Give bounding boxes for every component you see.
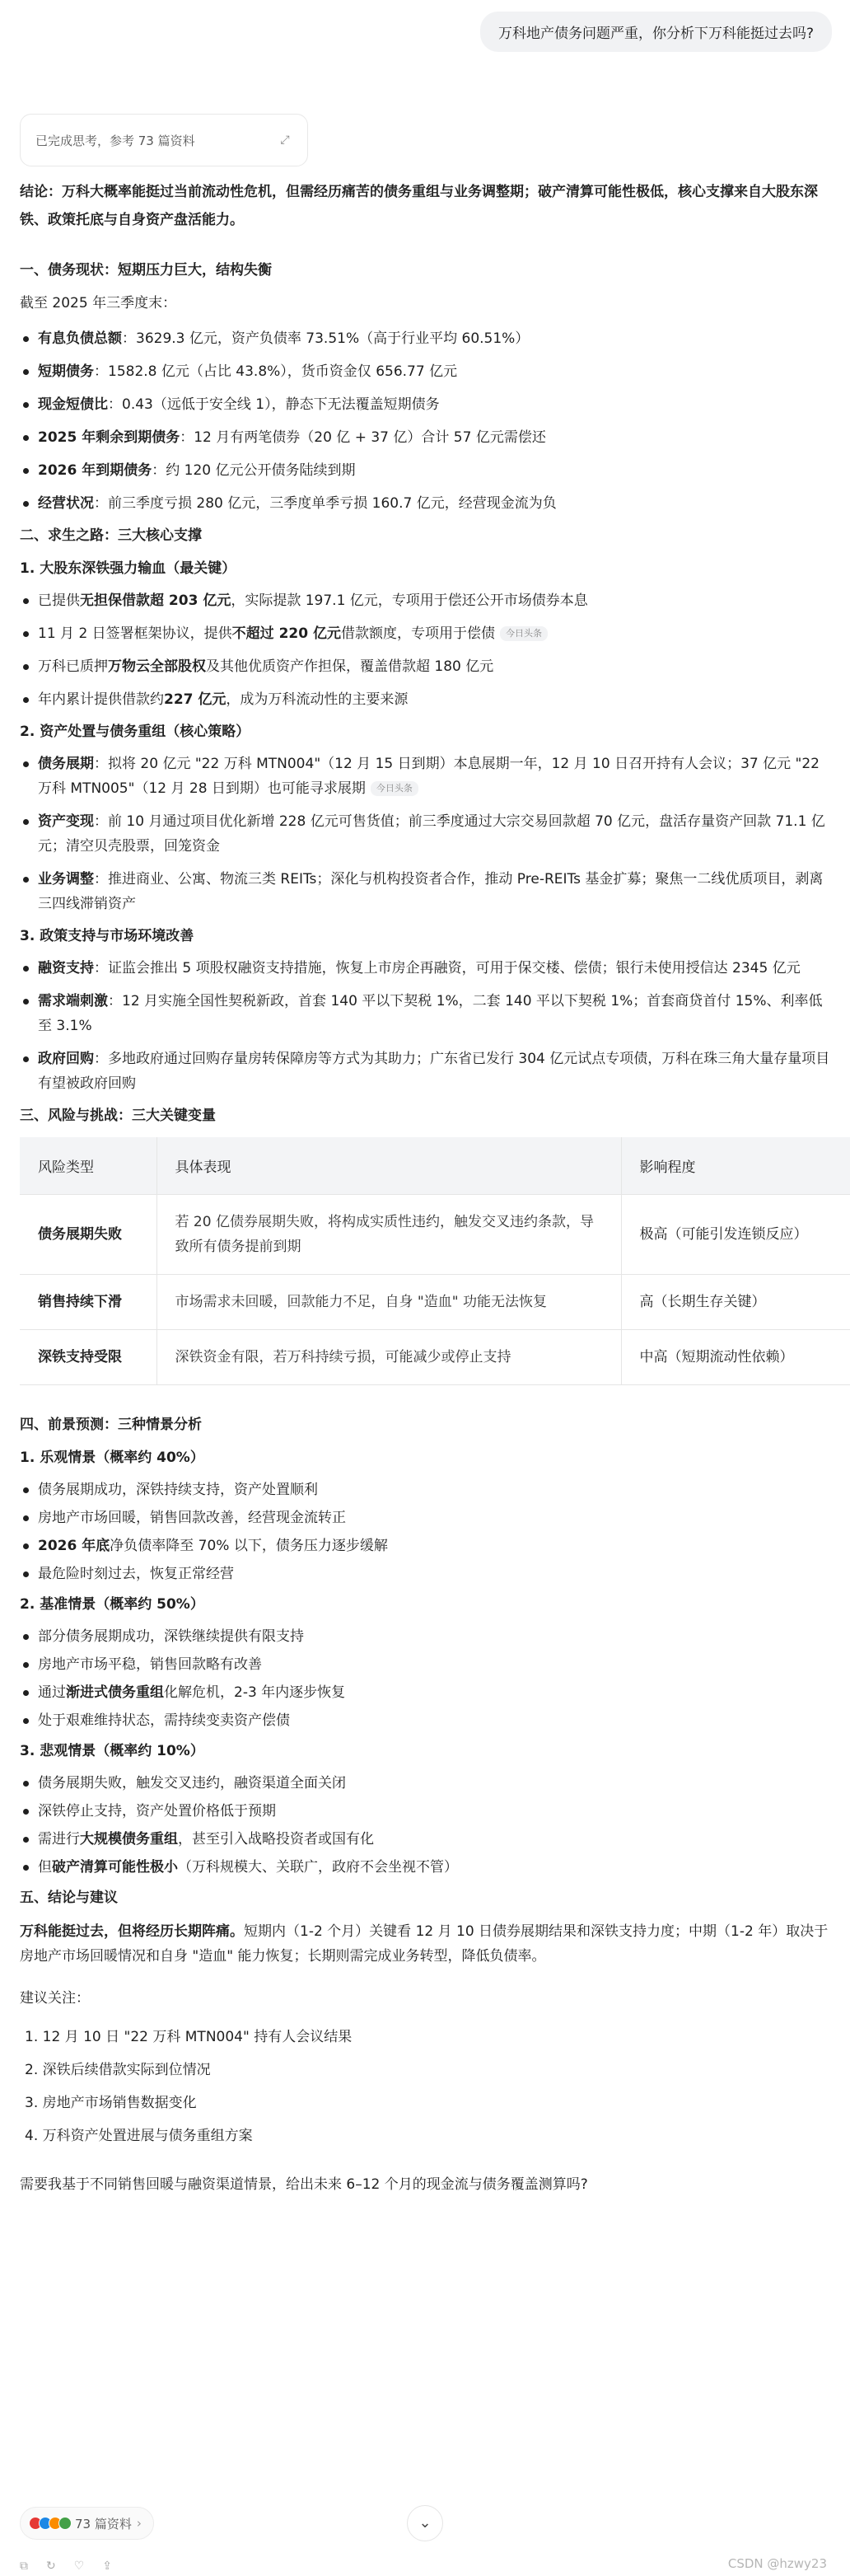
watermark: CSDN @hzwy23 <box>727 2556 827 2571</box>
user-message-bubble: 万科地产债务问题严重，你分析下万科能挺过去吗? <box>480 12 832 52</box>
references-label: 73 篇资料 <box>75 2516 132 2532</box>
list-item: 需进行大规模债务重组，甚至引入战略投资者或国有化 <box>20 1827 830 1852</box>
risk-type: 销售持续下滑 <box>20 1275 156 1330</box>
final-summary: 万科能挺过去，但将经历长期阵痛。短期内（1-2 个月）关键看 12 月 10 日债券展期结果和深铁支持力度；中期（1-2 年）取决于房地产市场回暖情况和自身 "造血" 能力恢复；长期则需完成业务转型，降低负债率。 <box>20 1923 829 1965</box>
list-item: 经营状况：前三季度亏损 280 亿元，三季度单季亏损 160.7 亿元，经营现金流为负 <box>20 491 830 516</box>
table-row <box>20 1195 850 1275</box>
section-1-title: 一、债务现状：短期压力巨大，结构失衡 <box>20 262 272 279</box>
risk-type: 债务展期失败 <box>20 1195 156 1275</box>
list-item: 房地产市场平稳，销售回款略有改善 <box>20 1652 830 1677</box>
risk-impact: 高（长期生存关键） <box>621 1275 850 1330</box>
like-icon[interactable]: ♡ <box>73 2560 85 2573</box>
list-item: 债务展期成功，深铁持续支持，资产处置顺利 <box>20 1478 830 1502</box>
list-item: 房地产市场回暖，销售回款改善，经营现金流转正 <box>20 1506 830 1530</box>
list-item: 2026 年到期债务：约 120 亿元公开债务陆续到期 <box>20 458 830 483</box>
list-item: 处于艰难维持状态，需持续变卖资产偿债 <box>20 1708 830 1733</box>
table-row <box>20 1330 850 1385</box>
section-4-title: 四、前景预测：三种情景分析 <box>20 1417 202 1433</box>
scenario-optimistic-title: 1. 乐观情景（概率约 40%） <box>20 1450 204 1466</box>
section-2-title: 二、求生之路：三大核心支撑 <box>20 527 202 544</box>
source-logos-icon <box>29 2517 68 2530</box>
risk-impact: 中高（短期流动性依赖） <box>621 1330 850 1385</box>
followup-question: 需要我基于不同销售回暖与融资渠道情景，给出未来 6–12 个月的现金流与债务覆盖测算吗? <box>20 2176 588 2193</box>
message-toolbar <box>20 2560 112 2573</box>
chevron-right-icon: › <box>136 2516 142 2531</box>
share-icon[interactable]: ⇪ <box>102 2560 113 2573</box>
list-item: 3. 房地产市场销售数据变化 <box>25 2095 197 2111</box>
list-item: 1. 12 月 10 日 "22 万科 MTN004" 持有人会议结果 <box>25 2029 353 2045</box>
list-item: 2025 年剩余到期债务：12 月有两笔债券（20 亿 + 37 亿）合计 57 亿元需偿还 <box>20 425 830 450</box>
list-item: 11 月 2 日签署框架协议，提供不超过 220 亿元借款额度，专项用于偿债 今日头条 <box>20 621 830 646</box>
list-item: 年内累计提供借款约227 亿元，成为万科流动性的主要来源 <box>20 687 830 712</box>
risk-desc: 若 20 亿债券展期失败，将构成实质性违约，触发交叉违约条款，导致所有债务提前到期 <box>156 1195 621 1275</box>
list-item: 深铁停止支持，资产处置价格低于预期 <box>20 1799 830 1824</box>
conclusion-lead: 结论：万科大概率能挺过当前流动性危机，但需经历痛苦的债务重组与业务调整期；破产清算可能性极低，核心支撑来自大股东深铁、政策托底与自身资产盘活能力。 <box>20 184 818 228</box>
list-item: 短期债务：1582.8 亿元（占比 43.8%），货币资金仅 656.77 亿元 <box>20 359 830 384</box>
policy-support-list <box>20 956 830 1096</box>
list-item: 万科已质押万物云全部股权及其他优质资产作担保，覆盖借款超 180 亿元 <box>20 654 830 679</box>
list-item: 债务展期失败，触发交叉违约，融资渠道全面关闭 <box>20 1771 830 1796</box>
expand-icon[interactable]: ⤢ <box>280 133 290 147</box>
subsection-2-3-title: 3. 政策支持与市场环境改善 <box>20 928 194 944</box>
risk-table <box>20 1137 850 1385</box>
table-row <box>20 1275 850 1330</box>
list-item: 业务调整：推进商业、公寓、物流三类 REITs；深化与机构投资者合作，推动 Pre-REITs 基金扩募；聚焦一二线优质项目，剥离三四线滞销资产 <box>20 867 830 916</box>
refresh-icon[interactable]: ↻ <box>46 2560 56 2573</box>
chevron-down-icon: ⌄ <box>418 2514 432 2532</box>
table-header: 影响程度 <box>621 1137 850 1195</box>
risk-impact: 极高（可能引发连锁反应） <box>621 1195 850 1275</box>
risk-desc: 深铁资金有限，若万科持续亏损，可能减少或停止支持 <box>156 1330 621 1385</box>
list-item: 债务展期：拟将 20 亿元 "22 万科 MTN004"（12 月 15 日到期）本息展期一年，12 月 10 日召开持有人会议；37 亿元 "22 万科 MTN005"（12 月 28 日到期）也可能寻求展期 今日头条 <box>20 752 830 801</box>
references-button[interactable] <box>20 2507 154 2540</box>
thinking-label: 已完成思考，参考 73 篇资料 <box>35 133 195 148</box>
list-item: 4. 万科资产处置进展与债务重组方案 <box>25 2128 253 2144</box>
risk-desc: 市场需求未回暖，回款能力不足，自身 "造血" 功能无法恢复 <box>156 1275 621 1330</box>
list-item: 通过渐进式债务重组化解危机，2-3 年内逐步恢复 <box>20 1680 830 1705</box>
section-3-title: 三、风险与挑战：三大关键变量 <box>20 1108 216 1124</box>
scenario-baseline-list <box>20 1624 830 1733</box>
list-item: 有息负债总额：3629.3 亿元，资产负债率 73.51%（高于行业平均 60.51%） <box>20 326 830 351</box>
scroll-down-button[interactable] <box>407 2505 443 2541</box>
scenario-pessimistic-title: 3. 悲观情景（概率约 10%） <box>20 1743 204 1759</box>
section-5-title: 五、结论与建议 <box>20 1890 118 1906</box>
risk-type: 深铁支持受限 <box>20 1330 156 1385</box>
list-item: 资产变现：前 10 月通过项目优化新增 228 亿元可售货值；前三季度通过大宗交易回款超 70 亿元，盘活存量资产回款 71.1 亿元；清空贝壳股票，回笼资金 <box>20 809 830 859</box>
shareholder-support-list <box>20 588 830 712</box>
list-item: 需求端刺激：12 月实施全国性契税新政，首套 140 平以下契税 1%，二套 140 平以下契税 1%；首套商贷首付 15%、利率低至 3.1% <box>20 989 830 1038</box>
table-header: 风险类型 <box>20 1137 156 1195</box>
subsection-2-2-title: 2. 资产处置与债务重组（核心策略） <box>20 724 250 740</box>
thinking-summary[interactable] <box>20 114 308 166</box>
subsection-2-1-title: 1. 大股东深铁强力输血（最关键） <box>20 560 236 577</box>
advice-title: 建议关注： <box>20 1990 90 2007</box>
list-item: 政府回购：多地政府通过回购存量房转保障房等方式为其助力；广东省已发行 304 亿元试点专项债，万科在珠三角大量存量项目有望被政府回购 <box>20 1047 830 1096</box>
scenario-optimistic-list <box>20 1478 830 1586</box>
debt-status-list <box>20 326 830 516</box>
list-item: 部分债务展期成功，深铁继续提供有限支持 <box>20 1624 830 1649</box>
scenario-pessimistic-list <box>20 1771 830 1880</box>
asset-disposal-list <box>20 752 830 916</box>
list-item: 现金短债比：0.43（远低于安全线 1），静态下无法覆盖短期债务 <box>20 392 830 417</box>
list-item: 2. 深铁后续借款实际到位情况 <box>25 2062 211 2078</box>
section-1-intro: 截至 2025 年三季度末： <box>20 295 177 311</box>
copy-icon[interactable]: ⧉ <box>20 2560 28 2573</box>
scenario-baseline-title: 2. 基准情景（概率约 50%） <box>20 1596 204 1613</box>
answer-content <box>20 178 830 2208</box>
advice-list <box>20 2025 830 2148</box>
list-item: 2026 年底净负债率降至 70% 以下，债务压力逐步缓解 <box>20 1534 830 1558</box>
table-header: 具体表现 <box>156 1137 621 1195</box>
list-item: 融资支持：证监会推出 5 项股权融资支持措施，恢复上市房企再融资，可用于保交楼、偿债；银行未使用授信达 2345 亿元 <box>20 956 830 981</box>
source-tag[interactable]: 今日头条 <box>371 781 418 796</box>
list-item: 但破产清算可能性极小（万科规模大、关联广，政府不会坐视不管） <box>20 1855 830 1880</box>
list-item: 已提供无担保借款超 203 亿元，实际提款 197.1 亿元，专项用于偿还公开市场债券本息 <box>20 588 830 613</box>
source-tag[interactable]: 今日头条 <box>500 626 548 641</box>
list-item: 最危险时刻过去，恢复正常经营 <box>20 1562 830 1586</box>
